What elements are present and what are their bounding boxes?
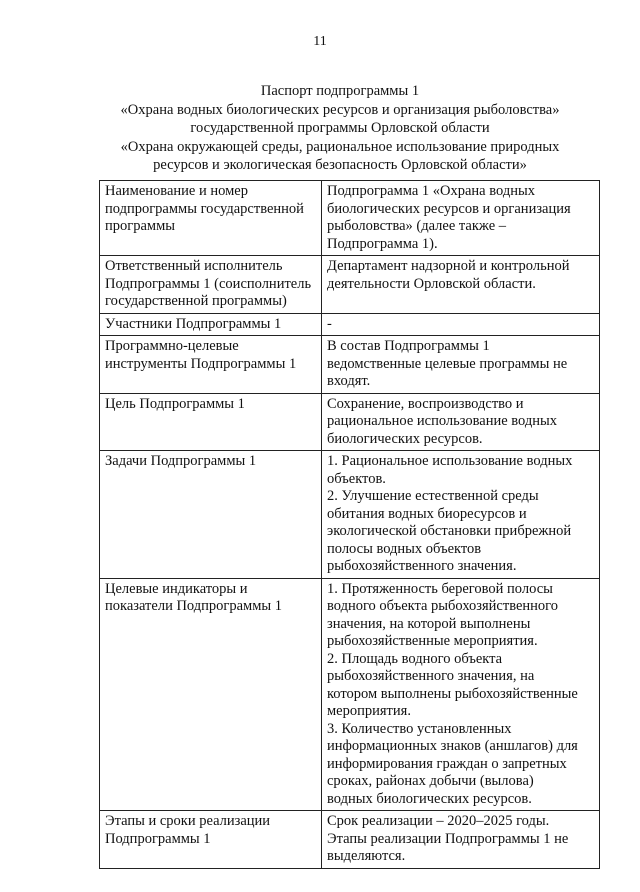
row-value: Срок реализации – 2020–2025 годы. Этапы реализации Подпрограммы 1 не выделяются. (322, 811, 600, 869)
row-value: Сохранение, воспроизводство и рациональное использование водных биологических ресурсов. (322, 393, 600, 451)
table-row (100, 578, 600, 811)
table-row (100, 181, 600, 256)
row-value: В состав Подпрограммы 1 ведомственные целевые программы не входят. (322, 336, 600, 394)
row-value: 1. Протяженность береговой полосы водного объекта рыбохозяйственного значения, на которой выполнены рыбохозяйственные мероприятия. 2. Площадь водного объекта рыбохозяйственного значения, на котором выполнены рыбохозяйственные мероприятия. 3. Количество установленных информационных знаков (аншлагов) для информирования граждан о запретных сроках, районах добычи (вылова) водных биологических ресурсов. (322, 578, 600, 811)
page-number: 11 (313, 34, 327, 49)
row-value: Подпрограмма 1 «Охрана водных биологических ресурсов и организация рыболовства» (далее также – Подпрограмма 1). (322, 181, 600, 256)
heading-line-3: государственной программы Орловской области (190, 120, 490, 136)
heading-line-1: Паспорт подпрограммы 1 (260, 83, 420, 99)
table-row (100, 313, 600, 336)
row-label: Целевые индикаторы и показатели Подпрограммы 1 (100, 578, 322, 811)
table-row (100, 393, 600, 451)
heading-line-4: «Охрана окружающей среды, рациональное использование природных (120, 138, 560, 155)
heading-line-2: «Охрана водных биологических ресурсов и организация рыболовства» (120, 101, 560, 118)
heading-line-5: ресурсов и экологическая безопасность Орловской области» (153, 157, 527, 173)
row-label: Программно-целевые инструменты Подпрограммы 1 (100, 336, 322, 394)
row-value: - (322, 313, 600, 336)
row-label: Этапы и сроки реализации Подпрограммы 1 (100, 811, 322, 869)
row-value: Департамент надзорной и контрольной деятельности Орловской области. (322, 256, 600, 314)
table-row (100, 811, 600, 869)
row-label: Ответственный исполнитель Подпрограммы 1 (соисполнитель государственной программы) (100, 256, 322, 314)
row-label: Цель Подпрограммы 1 (100, 393, 322, 451)
passport-table (99, 180, 600, 869)
table-row (100, 451, 600, 579)
row-label: Наименование и номер подпрограммы государственной программы (100, 181, 322, 256)
table-row (100, 336, 600, 394)
row-value: 1. Рациональное использование водных объектов. 2. Улучшение естественной среды обитания водных биоресурсов и экологической обстановки прибрежной полосы водных объектов рыбохозяйственного значения. (322, 451, 600, 579)
table-row (100, 256, 600, 314)
row-label: Участники Подпрограммы 1 (100, 313, 322, 336)
row-label: Задачи Подпрограммы 1 (100, 451, 322, 579)
document-heading (60, 82, 620, 175)
